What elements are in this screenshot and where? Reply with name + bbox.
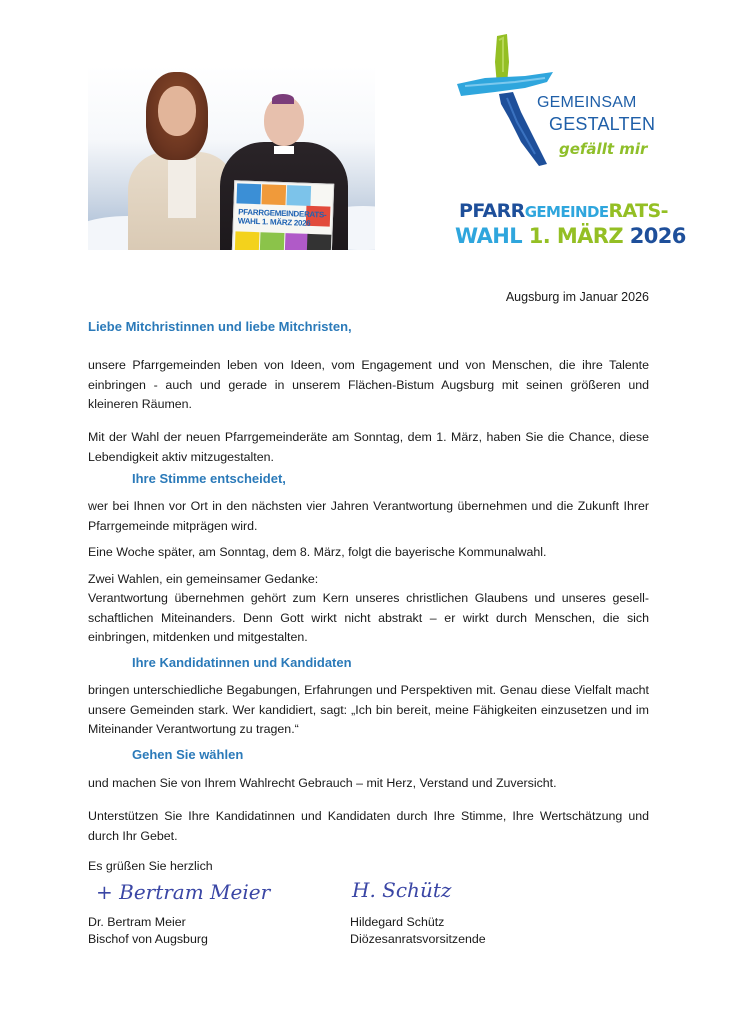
banner-pfarr: PFARR [459, 200, 525, 222]
election-banner [455, 200, 686, 256]
logo-tagline: gefällt mir [559, 140, 648, 158]
logo-line-2: GESTALTEN [549, 114, 656, 134]
woman-shirt [168, 158, 196, 218]
election-banner-line-2 [455, 224, 686, 248]
paragraph-kommunalwahl: Eine Woche später, am Sonntag, dem 8. März, folgt die bayerische Kommunalwahl. [88, 545, 547, 559]
gemeinsam-gestalten-logo [455, 32, 655, 172]
signatory-schuetz [350, 914, 486, 948]
banner-gemeinde: GEMEINDE [524, 203, 609, 221]
signatory-meier [88, 914, 208, 948]
election-poster [232, 180, 334, 250]
signatory-role: Bischof von Augsburg [88, 932, 208, 946]
bishop-collar [274, 146, 294, 154]
closing: Es grüßen Sie herzlich [88, 859, 213, 873]
paragraph-wahlrecht: und machen Sie von Ihrem Wahlrecht Gebrauch – mit Herz, Verstand und Zuversicht. [88, 776, 557, 790]
signature-meier: + Bertram Meier [96, 880, 271, 904]
logo-line-1: GEMEINSAM [537, 94, 637, 111]
paragraph-support: Unterstützen Sie Ihre Kandidatinnen und Kandidaten durch Ihre Stimme, Ihre Wertschätzung und durch Ihr Gebet. [88, 809, 649, 843]
poster-title: PFARRGEMEINDERATS-WAHL 1. MÄRZ 2026 [237, 207, 327, 228]
paragraph-responsibility: wer bei Ihnen vor Ort in den nächsten vier Jahren Verantwortung übernehmen und die Zukunft Ihrer Pfarrgemeinde mitprägen wird. [88, 499, 649, 533]
signatory-name: Hildegard Schütz [350, 915, 445, 929]
paragraph-election-chance: Mit der Wahl der neuen Pfarrgemeinderäte am Sonntag, dem 1. März, haben Sie die Chance, diese Lebendigkeit aktiv mitzugestalten. [88, 430, 649, 464]
woman-face [158, 86, 196, 136]
paragraph-two-elections: Zwei Wahlen, ein gemeinsamer Gedanke: [88, 572, 319, 586]
paragraph-intro: unsere Pfarrgemeinden leben von Ideen, vom Engagement und von Menschen, die ihre Talente einbringen - auch und gerade in unserem Flächen-Bistum Augsburg mit seinen größeren und kleineren Räumen. [88, 358, 649, 411]
paragraph-kandidaten: bringen unterschiedliche Begabungen, Erfahrungen und Perspektiven mit. Genau diese Vielfalt macht unsere Gemeinden stark. Wer kandidiert, sagt: „Ich bin bereit, meine Fähigkeiten einzusetzen und im Miteinander Verantwortung zu tragen.“ [88, 683, 649, 736]
heading-stimme: Ihre Stimme entscheidet, [132, 471, 286, 486]
heading-kandidaten: Ihre Kandidatinnen und Kandidaten [132, 655, 352, 670]
banner-year: 2026 [629, 224, 686, 248]
paragraph-faith: Verantwortung übernehmen gehört zum Kern unseres christlichen Glaubens und unseres gesellschaftlichen Miteinanders. Denn Gott wirkt nicht abstrakt – er wirkt durch Menschen, die sich einbringen, mitdenken und mitgestalten. [88, 591, 649, 644]
election-banner-line-1 [459, 200, 668, 222]
signature-schuetz: H. Schütz [352, 878, 452, 902]
banner-wahl: WAHL [455, 224, 529, 248]
place-date: Augsburg im Januar 2026 [505, 290, 649, 304]
banner-date: 1. MÄRZ [528, 224, 630, 248]
zucchetto-cap [272, 94, 294, 104]
salutation: Liebe Mitchristinnen und liebe Mitchristen, [88, 319, 352, 334]
signatory-name: Dr. Bertram Meier [88, 915, 186, 929]
signatory-role: Diözesanratsvorsitzende [350, 932, 486, 946]
banner-rats: RATS- [608, 200, 668, 222]
header-photo [88, 66, 375, 250]
heading-waehlen: Gehen Sie wählen [132, 747, 244, 762]
